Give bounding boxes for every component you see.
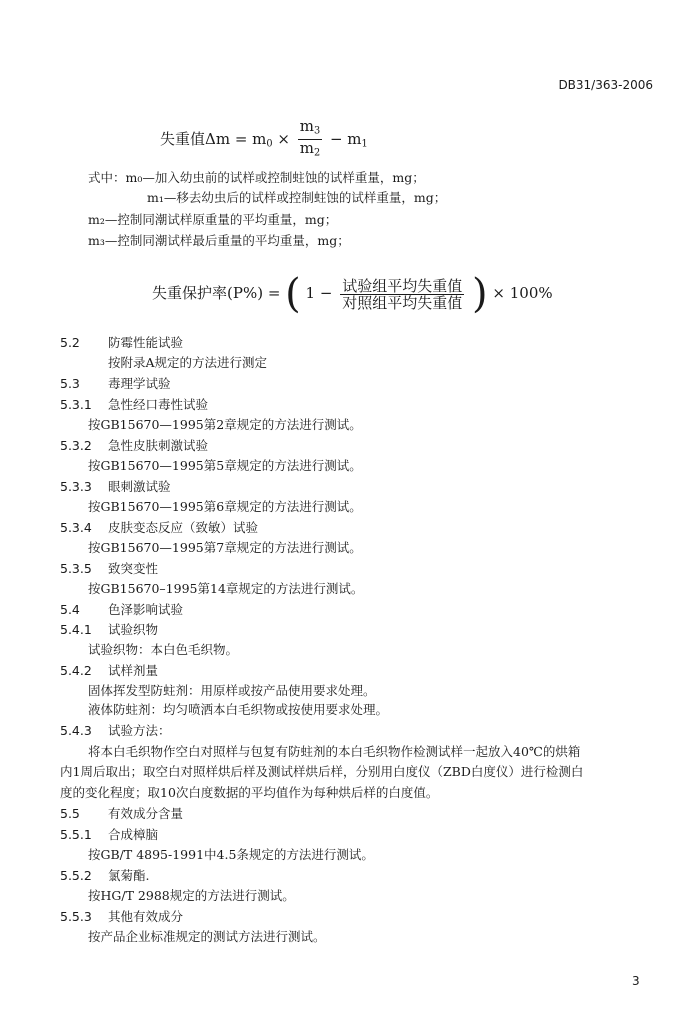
section-line xyxy=(60,721,171,739)
numerator-sub: 3 xyxy=(313,125,321,137)
formula2-tail: × 100% xyxy=(492,284,553,302)
section-line xyxy=(60,825,158,843)
section-number: 5.2 xyxy=(60,335,80,350)
section-line xyxy=(60,804,183,822)
section-title: 急性皮肤刺激试验 xyxy=(108,438,209,453)
section-number: 5.5 xyxy=(60,806,80,821)
formula2-numerator: 试验组平均失重值 xyxy=(342,276,463,295)
where-line: m₂—控制同潮试样原重量的平均重量，mg； xyxy=(88,212,338,227)
section-title: 试验织物 xyxy=(108,622,159,637)
section-number: 5.5.2 xyxy=(60,868,92,883)
section-number: 5.4.1 xyxy=(60,622,92,637)
section-title: 试样剂量 xyxy=(108,663,159,678)
section-title: 防霉性能试验 xyxy=(108,335,184,350)
section-body: 固体挥发型防蛀剂：用原样或按产品使用要求处理。 xyxy=(88,683,376,698)
formula-weight-loss xyxy=(160,118,368,162)
formula-label: 失重值Δm = m xyxy=(160,129,267,148)
section-line xyxy=(60,866,149,884)
paragraph-line: 将本白毛织物作空白对照样与包复有防蛀剂的本白毛织物作检测试样一起放入40℃的烘箱 xyxy=(88,744,581,759)
where-line: 式中：m₀—加入幼虫前的试样或控制蛀蚀的试样重量，mg； xyxy=(88,170,425,185)
section-title: 其他有效成分 xyxy=(108,909,184,924)
section-line xyxy=(60,374,171,392)
section-line xyxy=(60,518,258,536)
section-number: 5.3.5 xyxy=(60,561,92,576)
section-number: 5.5.3 xyxy=(60,909,92,924)
fraction-denominator: m xyxy=(299,139,314,158)
section-line xyxy=(60,477,171,495)
section-body: 按GB15670—1995第7章规定的方法进行测试。 xyxy=(88,540,362,555)
section-line xyxy=(60,907,183,925)
formula-sub: 0 xyxy=(266,138,273,150)
section-body: 按GB15670—1995第5章规定的方法进行测试。 xyxy=(88,458,362,473)
section-body: 试验织物：本白色毛织物。 xyxy=(88,642,239,657)
section-line xyxy=(60,559,158,577)
section-number: 5.4.3 xyxy=(60,723,92,738)
paragraph-line: 度的变化程度；取10次白度数据的平均值作为每种烘后样的白度值。 xyxy=(60,785,439,800)
section-body: 按HG/T 2988规定的方法进行测试。 xyxy=(88,888,295,903)
section-number: 5.3.3 xyxy=(60,479,92,494)
section-title: 急性经口毒性试验 xyxy=(108,397,209,412)
where-line: m₃—控制同潮试样最后重量的平均重量，mg； xyxy=(88,233,350,248)
section-line xyxy=(60,620,158,638)
formula2-denominator: 对照组平均失重值 xyxy=(342,293,463,312)
where-line: m₁—移去幼虫后的试样或控制蛀蚀的试样重量，mg； xyxy=(147,190,447,205)
section-line xyxy=(60,600,183,618)
formula-fraction xyxy=(298,118,322,162)
left-paren: ( xyxy=(285,271,301,317)
formula-tail-sub: 1 xyxy=(361,138,368,150)
section-title: 皮肤变态反应（致敏）试验 xyxy=(108,520,259,535)
section-title: 致突变性 xyxy=(108,561,159,576)
formula2-fraction xyxy=(340,278,464,311)
section-body: 按GB/T 4895-1991中4.5条规定的方法进行测试。 xyxy=(88,847,374,862)
section-title: 色泽影响试验 xyxy=(108,602,184,617)
section-line xyxy=(60,661,158,679)
page-number: 3 xyxy=(632,974,640,988)
formula2-one: 1 − xyxy=(305,284,333,302)
formula-tail: − m xyxy=(325,129,362,148)
section-body: 按附录A规定的方法进行测定 xyxy=(108,355,268,370)
section-number: 5.3.1 xyxy=(60,397,92,412)
section-title: 试验方法： xyxy=(108,723,171,738)
section-line xyxy=(60,436,208,454)
section-title: 有效成分含量 xyxy=(108,806,184,821)
section-title: 氯菊酯. xyxy=(108,868,150,883)
section-body: 液体防蛀剂：均匀喷洒本白毛织物或按使用要求处理。 xyxy=(88,702,389,717)
document-code: DB31/363-2006 xyxy=(558,78,653,92)
formula-times: × xyxy=(272,129,295,148)
section-number: 5.4 xyxy=(60,602,80,617)
section-title: 毒理学试验 xyxy=(108,376,171,391)
section-line xyxy=(60,395,208,413)
formula-protection-rate xyxy=(152,271,553,317)
section-title: 合成樟脑 xyxy=(108,827,159,842)
section-number: 5.3.4 xyxy=(60,520,92,535)
section-title: 眼刺激试验 xyxy=(108,479,171,494)
section-body: 按GB15670–1995第14章规定的方法进行测试。 xyxy=(88,581,364,596)
section-body: 按GB15670—1995第6章规定的方法进行测试。 xyxy=(88,499,362,514)
right-paren: ) xyxy=(472,271,488,317)
section-number: 5.4.2 xyxy=(60,663,92,678)
section-number: 5.3 xyxy=(60,376,80,391)
section-number: 5.5.1 xyxy=(60,827,92,842)
section-body: 按产品企业标准规定的测试方法进行测试。 xyxy=(88,929,326,944)
paragraph-line: 内1周后取出；取空白对照样烘后样及测试样烘后样，分别用白度仪（ZBD白度仪）进行检测白 xyxy=(60,764,584,779)
fraction-numerator: m xyxy=(299,117,314,135)
denominator-sub: 2 xyxy=(313,147,321,159)
section-line xyxy=(60,333,183,351)
section-body: 按GB15670—1995第2章规定的方法进行测试。 xyxy=(88,417,362,432)
formula2-label: 失重保护率(P%) = xyxy=(152,284,286,302)
section-number: 5.3.2 xyxy=(60,438,92,453)
